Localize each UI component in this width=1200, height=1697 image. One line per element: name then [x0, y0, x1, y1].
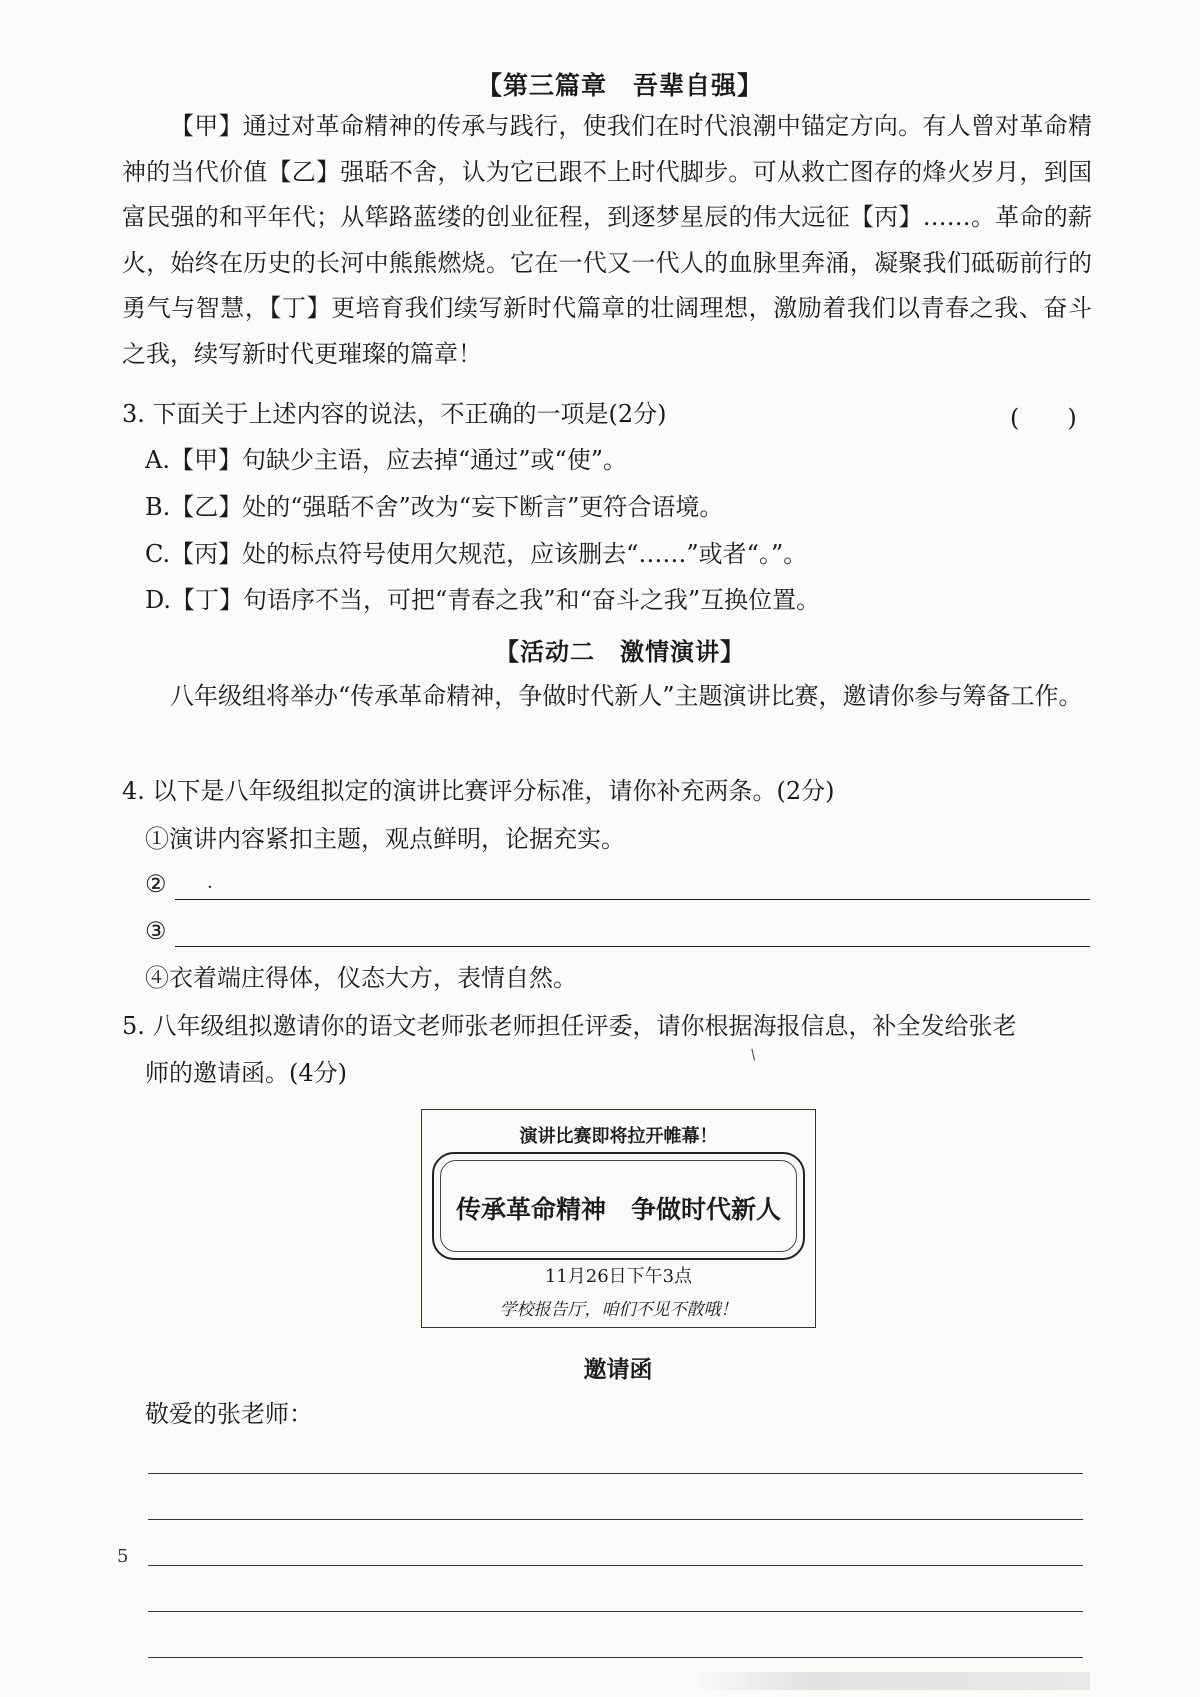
letter-title: 邀请函	[583, 1357, 653, 1383]
q4-item-2-answer-line[interactable]	[175, 899, 1090, 900]
chapter-heading: 【第三篇章 吾辈自强】	[476, 71, 763, 100]
q4-item-2-row	[145, 868, 1090, 904]
q3-option-c: C.【丙】处的标点符号使用欠规范，应该删去“……”或者“。”。	[145, 540, 808, 568]
pen-tick-mark: /	[747, 1046, 760, 1064]
stray-dot: ·	[207, 877, 213, 898]
q3-answer-paren: ( )	[1010, 404, 1077, 432]
q4-item-2-number: ②	[145, 870, 167, 898]
q5-stem-line-1: 5. 八年级组拟邀请你的语文老师张老师担任评委，请你根据海报信息，补全发给张老	[122, 1012, 1017, 1040]
letter-writing-line-4[interactable]	[148, 1611, 1083, 1612]
q4-item-4: ④衣着端庄得体，仪态大方，表情自然。	[145, 964, 577, 992]
q4-item-1: ①演讲内容紧扣主题，观点鲜明，论据充实。	[145, 825, 625, 853]
letter-writing-line-5[interactable]	[148, 1657, 1083, 1658]
poster-frame	[432, 1152, 805, 1260]
scan-fade-strip	[690, 1672, 1090, 1690]
letter-salutation: 敬爱的张老师：	[145, 1400, 313, 1428]
q3-option-a: A.【甲】句缺少主语，应去掉“通过”或“使”。	[145, 446, 628, 474]
letter-writing-line-3[interactable]	[148, 1565, 1083, 1566]
letter-writing-line-1[interactable]	[148, 1473, 1083, 1474]
q3-option-d: D.【丁】句语序不当，可把“青春之我”和“奋斗之我”互换位置。	[145, 586, 821, 614]
q5-stem-line-2: 师的邀请函。(4分)	[145, 1059, 347, 1087]
q4-item-3-row	[145, 915, 1090, 951]
q3-option-b: B.【乙】处的“强聒不舍”改为“妄下断言”更符合语境。	[145, 493, 724, 521]
poster-slogan: 传承革命精神 争做时代新人	[455, 1195, 781, 1224]
poster-date: 11月26日下午3点	[544, 1266, 693, 1287]
letter-writing-line-2[interactable]	[148, 1519, 1083, 1520]
margin-page-mark: 5	[117, 1546, 129, 1567]
passage: 【甲】通过对革命精神的传承与践行，使我们在时代浪潮中锚定方向。有人曾对革命精神的当代价值【乙】强聒不舍，认为它已跟不上时代脚步。可从救亡图存的烽火岁月，到国富民强的和平年代；从筚路蓝缕的创业征程，到逐梦星辰的伟大远征【丙】……。革命的薪火，始终在历史的长河中熊熊燃烧。它在一代又一代人的血脉里奔涌，凝聚我们砥砺前行的勇气与智慧，【丁】更培育我们续写新时代篇章的壮阔理想，激励着我们以青春之我、奋斗之我，续写新时代更璀璨的篇章！	[122, 112, 1092, 368]
poster-venue: 学校报告厅，咱们不见不散哦！	[499, 1300, 738, 1320]
poster	[421, 1109, 816, 1328]
poster-top-text: 演讲比赛即将拉开帷幕！	[519, 1126, 718, 1147]
activity-intro: 八年级组将举办“传承革命精神，争做时代新人”主题演讲比赛，邀请你参与筹备工作。	[170, 682, 1083, 710]
q3-stem: 3. 下面关于上述内容的说法，不正确的一项是(2分)	[122, 400, 667, 428]
activity-heading: 【活动二 激情演讲】	[495, 638, 745, 666]
q4-item-3-answer-line[interactable]	[175, 946, 1090, 947]
q4-stem: 4. 以下是八年级组拟定的演讲比赛评分标准，请你补充两条。(2分)	[122, 777, 835, 805]
q4-item-3-number: ③	[145, 917, 167, 945]
